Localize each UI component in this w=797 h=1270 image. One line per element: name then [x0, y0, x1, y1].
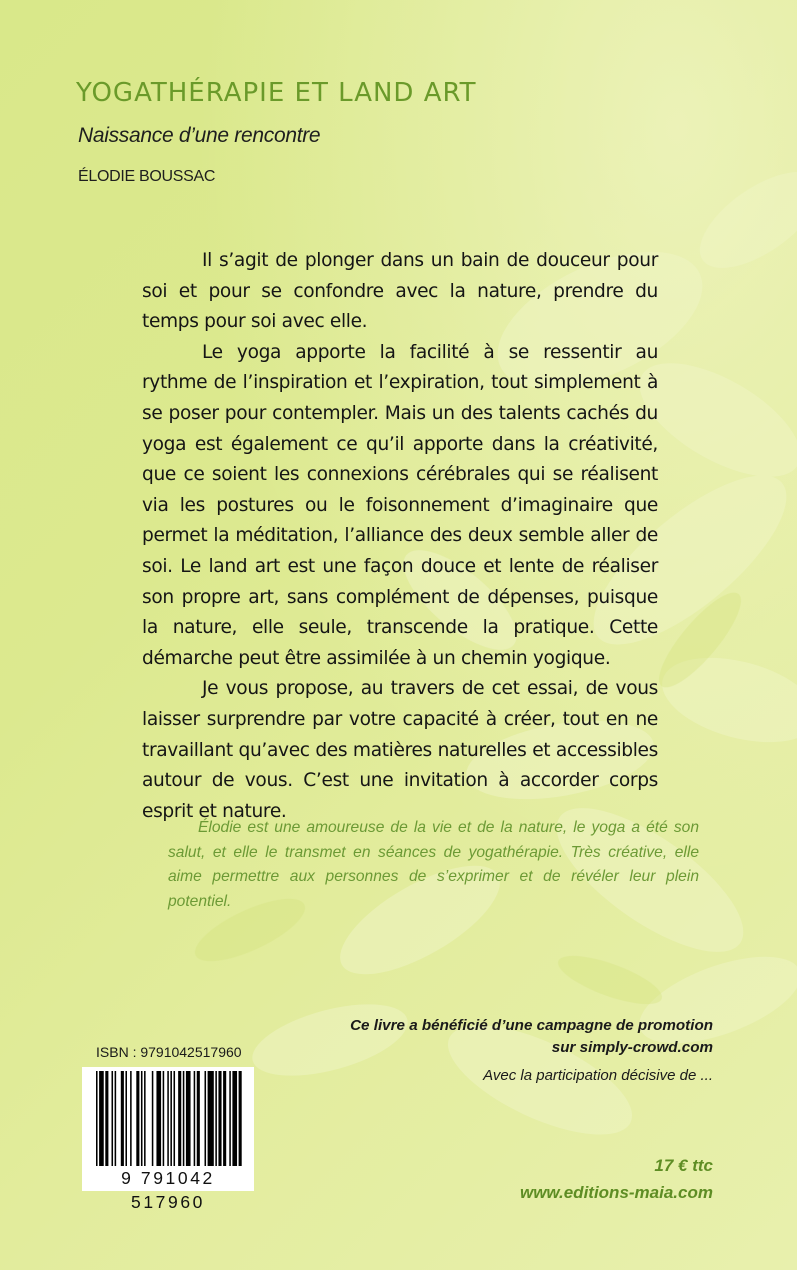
barcode-bar [105, 1071, 108, 1179]
barcode-bar [218, 1071, 221, 1179]
promo-line: Ce livre a bénéficié d’une campagne de promotion [350, 1017, 713, 1034]
book-title: YOGATHÉRAPIE ET LAND ART [76, 78, 477, 108]
participation-note: Avec la participation décisive de ... [483, 1067, 713, 1084]
barcode-bar [197, 1071, 200, 1179]
isbn-label: ISBN : 9791042517960 [96, 1044, 242, 1060]
barcode-bar [163, 1071, 165, 1179]
barcode-bar [194, 1071, 196, 1179]
barcode-bar [152, 1071, 154, 1179]
barcode-digits: 9 791042 517960 [82, 1166, 254, 1190]
barcode [82, 1067, 254, 1212]
barcode-bar [239, 1071, 242, 1179]
barcode-bar [112, 1071, 114, 1179]
barcode-bar [229, 1071, 231, 1179]
barcode-bar [178, 1071, 181, 1179]
barcode-bar [156, 1071, 161, 1179]
barcode-bar [170, 1071, 172, 1179]
barcode-bar [121, 1071, 124, 1179]
summary-paragraph: Le yoga apporte la facilité à se ressentir au rythme de l’inspiration et l’expiration, tout simplement à se poser pour contempler. Mais un des talents cachés du yoga est également ce qu’il apporte dans la créativité, que ce soient les connexions cérébrales qui se réalisent via les postures ou le foisonnement d’imaginaire que permet la méditation, l’alliance des deux semble aller de soi. Le land art est une façon douce et lente de réaliser son propre art, sans complément de dépenses, puisque la nature, elle seule, transcende la pratique. Cette démarche peut être assimilée à un chemin yogique. [142, 341, 658, 669]
promo-line: sur simply-crowd.com [551, 1039, 713, 1056]
publisher-website: www.editions-maia.com [519, 1183, 713, 1202]
barcode-bar [205, 1071, 207, 1179]
promo-block [293, 1015, 713, 1059]
barcode-bar [208, 1071, 214, 1179]
barcode-bar [167, 1071, 169, 1179]
barcode-bar [223, 1071, 226, 1179]
barcode-bar [96, 1071, 98, 1179]
barcode-bar [125, 1071, 127, 1179]
author-name: ÉLODIE BOUSSAC [78, 168, 216, 185]
barcode-bar [130, 1071, 132, 1179]
summary-text [142, 246, 658, 827]
barcode-bar [183, 1071, 185, 1179]
barcode-bar [141, 1071, 143, 1179]
barcode-bar [174, 1071, 176, 1179]
barcode-bar [186, 1071, 191, 1179]
barcode-bar [115, 1071, 117, 1179]
book-subtitle: Naissance d’une rencontre [78, 124, 321, 147]
barcode-bar [136, 1071, 139, 1179]
summary-paragraph: Il s’agit de plonger dans un bain de douceur pour soi et pour se confondre avec la nature, prendre du temps pour soi avec elle. [142, 250, 658, 333]
author-bio: Élodie est une amoureuse de la vie et de la nature, le yoga a été son salut, et elle le transmet en séances de yogathérapie. Très créative, elle aime permettre aux personnes de s’exprimer et de révéler leur plein potentiel. [168, 819, 699, 910]
barcode-bar [99, 1071, 104, 1179]
price: 17 € ttc [654, 1156, 713, 1175]
barcode-bar [232, 1071, 237, 1179]
barcode-bar [215, 1071, 217, 1179]
barcode-bar [144, 1071, 146, 1179]
summary-paragraph: Je vous propose, au travers de cet essai, de vous laisser surprendre par votre capacité à créer, tout en ne travaillant qu’avec des matières naturelles et accessibles autour de vous. C’est une invitation à accorder corps esprit et nature. [142, 678, 658, 822]
